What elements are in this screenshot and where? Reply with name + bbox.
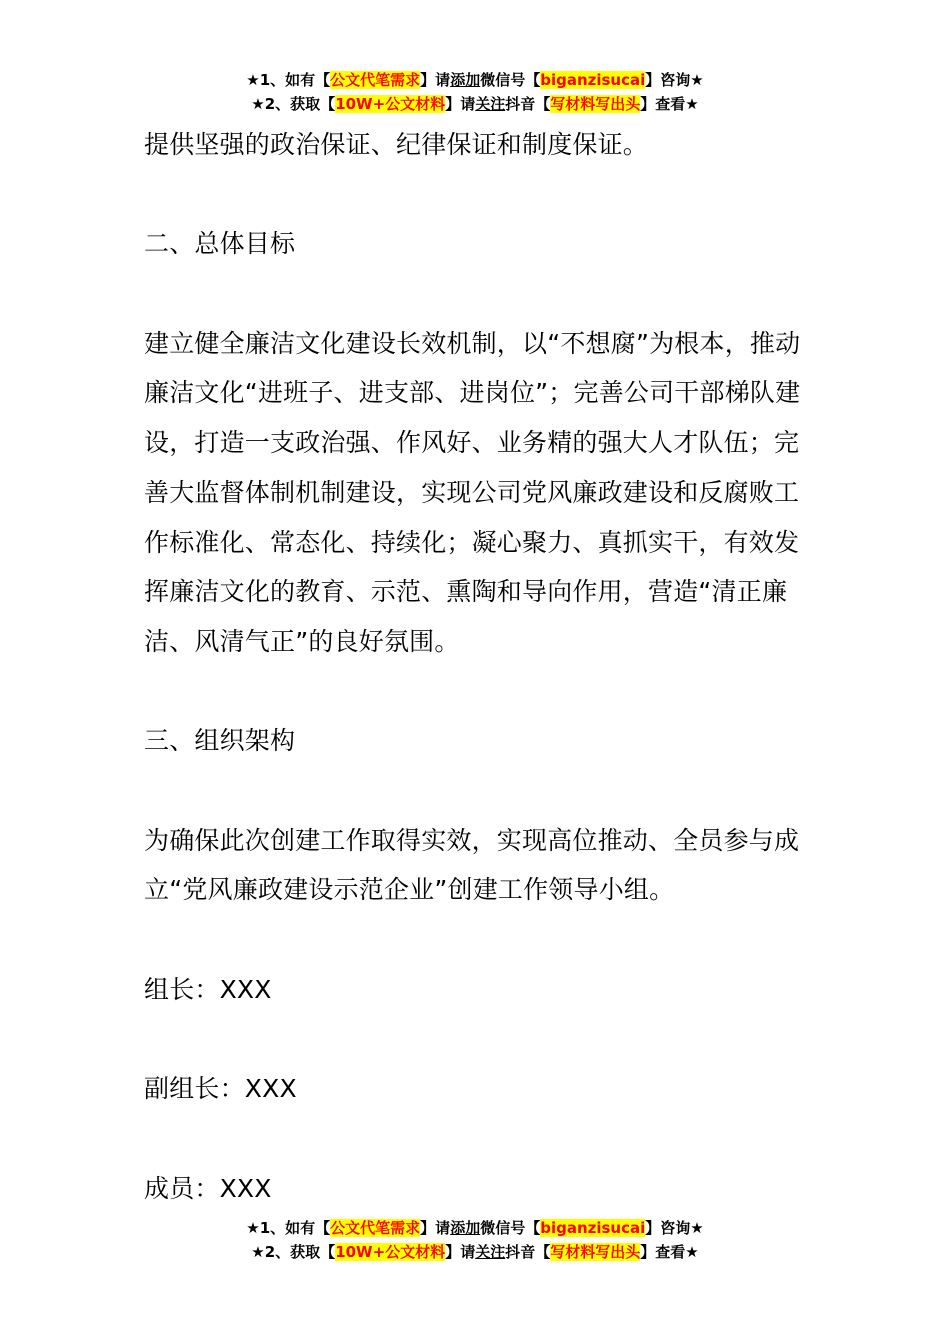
section-2-text: 建立健全廉洁文化建设长效机制，以“不想腐”为根本，推动廉洁文化“进班子、进支部、进岗位”；完善公司干部梯队建设，打造一支政治强、作风好、业务精的强大人才队伍；完善大监督体制机制建设，实现公司党风廉政建设和反腐败工作标准化、常态化、持续化；凝心聚力、真抓实干，有效发挥廉洁文化的教育、示范、熏陶和导向作用，营造“清正廉洁、风清气正”的良好氛围。 [144, 328, 801, 656]
highlight-materials: 10W+公文材料 [335, 95, 446, 113]
banner-text: 】查看★ [640, 95, 699, 113]
paragraph-gap [144, 1015, 824, 1065]
leader-line: 组长：XXX [144, 974, 272, 1004]
highlight-douyin-id: 写材料写出头 [550, 95, 641, 113]
highlight-materials: 10W+公文材料 [335, 1243, 446, 1261]
banner-text: 】咨询★ [645, 1219, 704, 1237]
banner-text: ★2、获取【 [251, 1243, 336, 1261]
paragraph-gap [144, 915, 824, 965]
header-banner [0, 68, 950, 116]
banner-text: ★1、如有【 [246, 71, 331, 89]
section-3-text: 为确保此次创建工作取得实效，实现高位推动、全员参与成立“党风廉政建设示范企业”创建工作领导小组。 [144, 825, 800, 905]
banner-text: 】请 [445, 1243, 476, 1261]
highlight-douyin-id: 写材料写出头 [550, 1243, 641, 1261]
paragraph-gap [144, 269, 824, 319]
banner-text: ★2、获取【 [251, 95, 336, 113]
underlined-follow: 关注 [475, 95, 506, 113]
highlight-service: 公文代笔需求 [330, 71, 421, 89]
deputy-leader-line: 副组长：XXX [144, 1074, 297, 1104]
underlined-follow: 关注 [475, 1243, 506, 1261]
document-body [144, 120, 824, 1213]
intro-tail: 提供坚强的政治保证、纪律保证和制度保证。 [144, 130, 649, 159]
underlined-add: 添加 [450, 1219, 481, 1237]
highlight-wechat-id: biganzisucai [540, 1219, 646, 1237]
banner-text: 】请 [420, 1219, 451, 1237]
banner-text: 】咨询★ [645, 71, 704, 89]
section-3-title: 三、组织架构 [144, 726, 296, 756]
banner-line-2 [0, 1240, 950, 1264]
banner-text: 抖音【 [505, 1243, 551, 1261]
banner-text: 】请 [445, 95, 476, 113]
banner-text: 】查看★ [640, 1243, 699, 1261]
footer-banner [0, 1216, 950, 1264]
highlight-service: 公文代笔需求 [330, 1219, 421, 1237]
paragraph-gap [144, 1114, 824, 1164]
members-line: 成员：XXX [144, 1173, 272, 1203]
banner-text: 抖音【 [505, 95, 551, 113]
banner-text: 微信号【 [480, 1219, 541, 1237]
section-2-title: 二、总体目标 [144, 229, 296, 259]
underlined-add: 添加 [450, 71, 481, 89]
paragraph-gap [144, 667, 824, 717]
highlight-wechat-id: biganzisucai [540, 71, 646, 89]
banner-text: ★1、如有【 [246, 1219, 331, 1237]
paragraph-gap [144, 170, 824, 220]
paragraph-gap [144, 766, 824, 816]
banner-line-1 [0, 68, 950, 92]
banner-line-2 [0, 92, 950, 116]
banner-text: 微信号【 [480, 71, 541, 89]
banner-line-1 [0, 1216, 950, 1240]
banner-text: 】请 [420, 71, 451, 89]
